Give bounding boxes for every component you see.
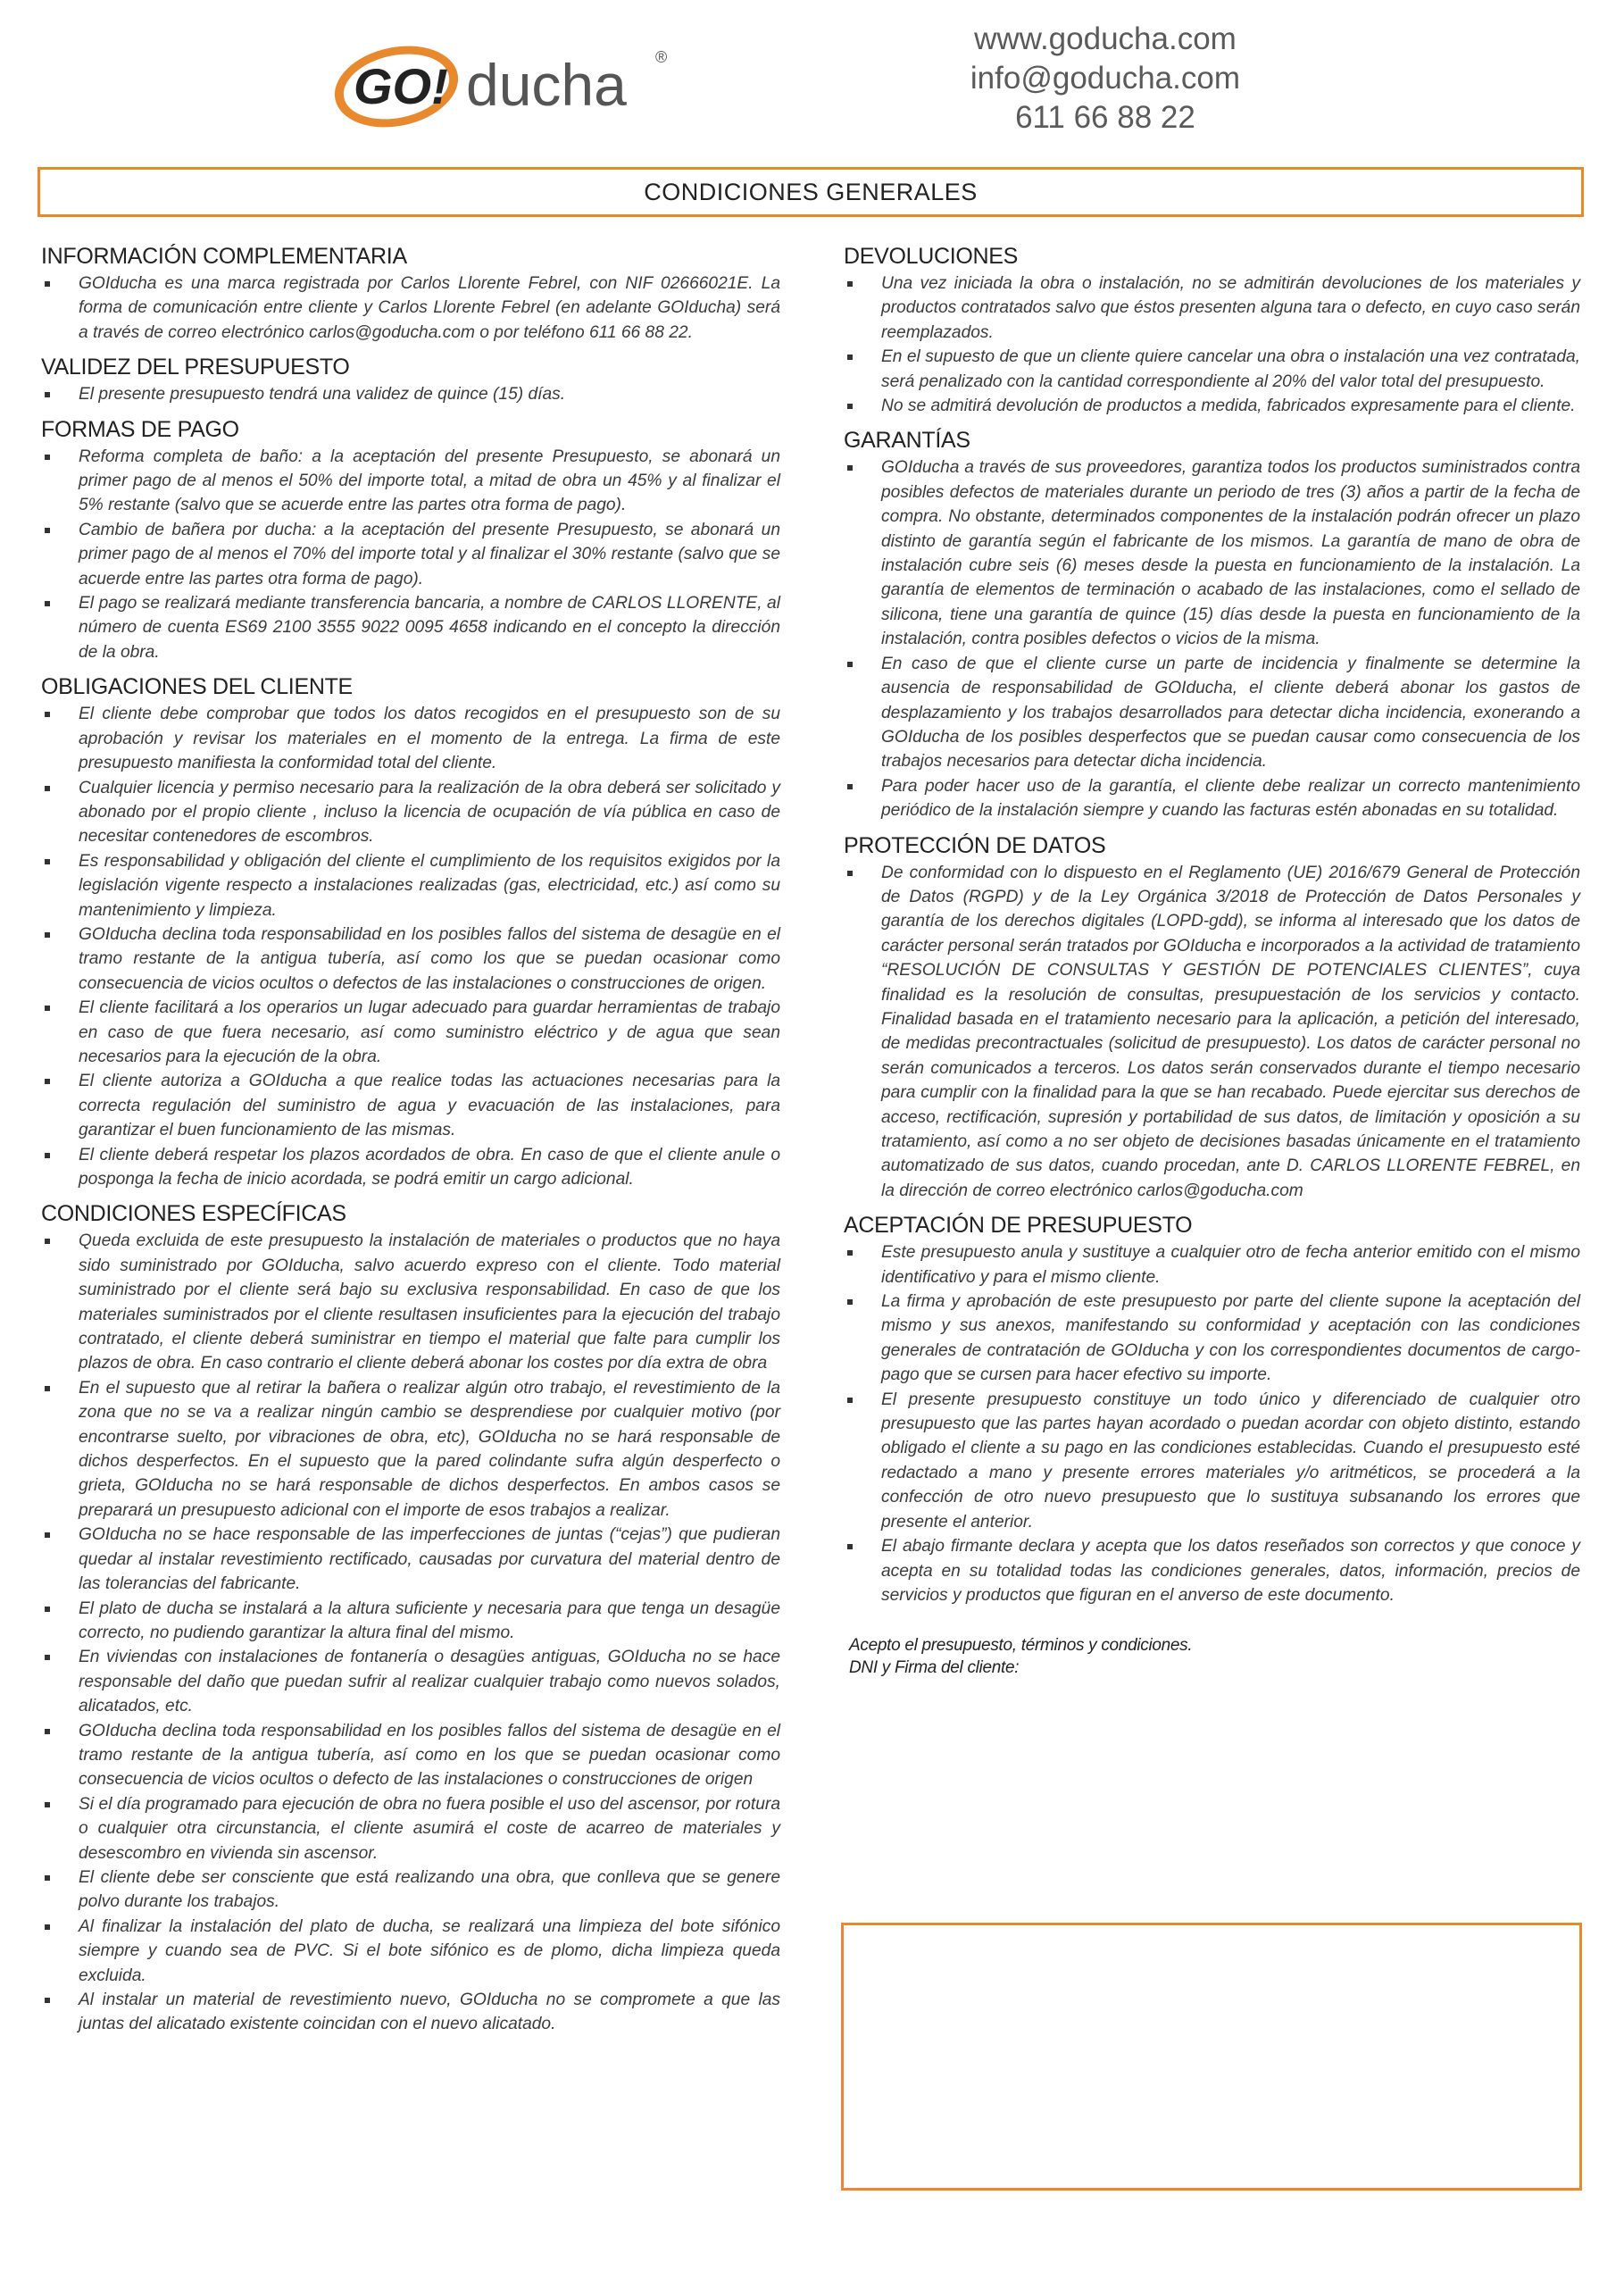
list-item: GOIducha no se hace responsable de las imperfecciones de juntas (“cejas”) que pudieran quedar al instalar revestimiento rectificado, causadas por curvatura del material dentro de las tolerancias del fabricante. xyxy=(41,1523,780,1596)
list-item: Al finalizar la instalación del plato de ducha, se realizará una limpieza del bote sifónico siempre y cuando sea de PVC. Si el bote sifónico es de plomo, dicha limpieza queda excluida. xyxy=(41,1915,780,1988)
section-condiciones-especificas xyxy=(41,1198,780,2036)
section-heading: CONDICIONES ESPECÍFICAS xyxy=(41,1201,346,1227)
section-aceptacion-de-presupuesto xyxy=(844,1210,1580,1607)
list-item: GOIducha declina toda responsabilidad en los posibles fallos del sistema de desagüe en el tramo restante de la antigua tubería, así como los que se puedan ocasionar como consecuencia de vicios ocultos o defectos de las instalaciones o construcciones de origen. xyxy=(41,922,780,996)
list-item: En caso de que el cliente curse un parte de incidencia y finalmente se determine la ausencia de responsabilidad de GOIducha, el cliente deberá abonar los gastos de desplazamiento y los trabajos desarrollados para detectar dicha incidencia, exonerando a GOIducha de los posibles desperfectos que se puedan causar como consecuencia de los trabajos necesarios para detectar dicha incidencia. xyxy=(844,652,1580,774)
list-item: Queda excluida de este presupuesto la instalación de materiales o productos que no haya sido suministrado por GOIducha, salvo acuerdo expreso con el cliente. Todo material suministrado por el cliente será bajo su exclusiva responsabilidad. En caso de que los materiales suministrados por el cliente resultasen insuficientes para la ejecución del trabajo contratado, el cliente deberá suministrar en tiempo el material que falte para cumplir los plazos de obra. En caso contrario el cliente deberá abonar los costes por día extra de obra xyxy=(41,1229,780,1375)
bullet-list xyxy=(41,382,780,406)
signature-box[interactable] xyxy=(841,1923,1582,2191)
list-item: Una vez iniciada la obra o instalación, no se admitirán devoluciones de los materiales y productos contratados salvo que éstos presenten alguna tara o defecto, en cuyo caso serán reemplazados. xyxy=(844,271,1580,345)
list-item: El cliente deberá respetar los plazos acordados de obra. En caso de que el cliente anule o posponga la fecha de inicio acordada, se podrá emitir un cargo adicional. xyxy=(41,1143,780,1192)
bullet-list xyxy=(844,1240,1580,1607)
left-column xyxy=(41,241,780,2044)
logo-go-text: GO! xyxy=(354,58,448,114)
list-item: El cliente facilitará a los operarios un lugar adecuado para guardar herramientas de trabajo en caso de que fuera necesario, así como suministro eléctrico y de agua que sean necesarios para la ejecución de la obra. xyxy=(41,996,780,1069)
bullet-list xyxy=(41,702,780,1191)
bullet-list xyxy=(41,445,780,665)
list-item: Este presupuesto anula y sustituye a cualquier otro de fecha anterior emitido con el mismo identificativo y para el mismo cliente. xyxy=(844,1240,1580,1290)
section-validez-del-presupuesto xyxy=(41,352,780,406)
section-heading: VALIDEZ DEL PRESUPUESTO xyxy=(41,355,350,380)
bullet-list xyxy=(844,861,1580,1204)
list-item: En el supuesto de que un cliente quiere cancelar una obra o instalación una vez contratada, será penalizado con la cantidad correspondiente al 20% del valor total del presupuesto. xyxy=(844,345,1580,394)
list-item: Es responsabilidad y obligación del cliente el cumplimiento de los requisitos exigidos por la legislación vigente respecto a instalaciones realizadas (gas, electricidad, etc.) así como su mantenimiento y limpieza. xyxy=(41,849,780,922)
section-proteccion-de-datos xyxy=(844,830,1580,1204)
section-heading: INFORMACIÓN COMPLEMENTARIA xyxy=(41,244,407,269)
bullet-list xyxy=(844,455,1580,822)
list-item: El cliente autoriza a GOIducha a que realice todas las actuaciones necesarias para la correcta regulación del suministro de agua y evacuación de las instalaciones, para garantizar el buen funcionamiento de las mismas. xyxy=(41,1069,780,1142)
list-item: GOIducha declina toda responsabilidad en los posibles fallos del sistema de desagüe en el tramo restante de la antigua tubería, así como en los que se puedan ocasionar como consecuencia de vicios ocultos o defecto de las instalaciones o construcciones de origen xyxy=(41,1719,780,1792)
logo-ducha-text: ducha xyxy=(466,52,627,118)
bullet-list xyxy=(41,1229,780,2036)
list-item: El pago se realizará mediante transferencia bancaria, a nombre de CARLOS LLORENTE, al número de cuenta ES69 2100 3555 9022 0095 4658 indicando en el concepto la dirección de la obra. xyxy=(41,591,780,664)
section-formas-de-pago xyxy=(41,414,780,665)
right-column xyxy=(844,241,1580,1679)
contact-email[interactable]: info@goducha.com xyxy=(970,61,1240,96)
list-item: El presente presupuesto constituye un todo único y diferenciado de cualquier otro presupuesto que las partes hayan acordado o puedan acordar con objeto distinto, estando obligado el cliente a su pago en las condiciones establecidas. Cuando el presupuesto esté redactado a mano y presente errores materiales y/o aritméticos, se procederá a la confección de otro nuevo presupuesto que lo sustituya subsanando los errores que presente el anterior. xyxy=(844,1388,1580,1534)
list-item: GOIducha a través de sus proveedores, garantiza todos los productos suministrados contra posibles defectos de materiales durante un periodo de tres (3) años a partir de la fecha de compra. No obstante, determinados componentes de la instalación podrán ofrecer un plazo distinto de garantía según el fabricante de los mismos. La garantía de mano de obra de instalación cubre seis (6) meses desde la puesta en funcionamiento de la instalación. La garantía de elementos de terminación o acabado de las instalaciones, como el sellado de silicona, tiene una garantía de quince (15) días desde la puesta en funcionamiento de la instalación, contra posibles defectos o vicios de la misma. xyxy=(844,455,1580,651)
acceptance-note xyxy=(844,1634,1580,1679)
list-item: Cambio de bañera por ducha: a la aceptación del presente Presupuesto, se abonará un primer pago de al menos el 70% del importe total y al finalizar el 30% restante (salvo que se acuerde entre las partes otra forma de pago). xyxy=(41,518,780,591)
logo-registered-mark: ® xyxy=(655,48,668,66)
brand-logo xyxy=(332,36,680,134)
section-heading: OBLIGACIONES DEL CLIENTE xyxy=(41,674,353,700)
contact-block xyxy=(970,20,1240,138)
list-item: El abajo firmante declara y acepta que los datos reseñados son correctos y que conoce y acepta en su totalidad todas las condiciones generales, datos, información, precios de servicios y productos que figuran en el anverso de este documento. xyxy=(844,1534,1580,1607)
contact-website[interactable]: www.goducha.com xyxy=(974,21,1237,56)
signature-label: DNI y Firma del cliente: xyxy=(849,1658,1020,1678)
list-item: De conformidad con lo dispuesto en el Reglamento (UE) 2016/679 General de Protección de Datos (RGPD) y de la Ley Orgánica 3/2018 de Protección de Datos Personales y garantía de los derechos digitales (LOPD-gdd), se informa al interesado que los datos de carácter personal serán tratados por GOIducha e incorporados a la actividad de tratamiento “RESOLUCIÓN DE CONSULTAS Y GESTIÓN DE POTENCIALES CLIENTES”, cuya finalidad es la resolución de consultas, presupuestación de los servicios y contacto. Finalidad basada en el tratamiento necesario para la aplicación, a petición del interesado, de medidas precontractuales (solicitud de presupuesto). Los datos de carácter personal no serán comunicados a terceros. Los datos serán conservados durante el tiempo necesario para cumplir con la finalidad para la que se han recabado. Puede ejercitar sus derechos de acceso, rectificación, supresión y portabilidad de sus datos, de limitación y oposición a su tratamiento, así como a no ser objeto de decisiones basadas únicamente en el tratamiento automatizado de sus datos, cuando procedan, ante D. CARLOS LLORENTE FEBREL, en la dirección de correo electrónico carlos@goducha.com xyxy=(844,861,1580,1204)
section-heading: ACEPTACIÓN DE PRESUPUESTO xyxy=(844,1213,1193,1239)
section-devoluciones xyxy=(844,241,1580,418)
list-item: En el supuesto que al retirar la bañera o realizar algún otro trabajo, el revestimiento de la zona que no se va a realizar ningún cambio se desprendiese por cualquier motivo (por encontrarse suelto, por vibraciones de obra, etc), GOIducha no se hará responsable de dichos desperfectos. En el supuesto que la pared colindante sufra algún desperfecto o grieta, GOIducha no se hará responsable de dichos desperfectos. En ambos casos se preparará un presupuesto adicional con el importe de esos trabajos a realizar. xyxy=(41,1376,780,1523)
list-item: Al instalar un material de revestimiento nuevo, GOIducha no se compromete a que las juntas del alicatado existente coincidan con el nuevo alicatado. xyxy=(41,1988,780,2037)
page-title: CONDICIONES GENERALES xyxy=(644,178,978,205)
list-item: El cliente debe ser consciente que está realizando una obra, que conlleva que se genere polvo durante los trabajos. xyxy=(41,1865,780,1915)
list-item: Reforma completa de baño: a la aceptación del presente Presupuesto, se abonará un primer pago de al menos el 50% del importe total, a mitad de obra un 45% y al finalizar el 5% restante (salvo que se acuerde entre las partes otra forma de pago). xyxy=(41,445,780,518)
page-title-box xyxy=(37,167,1584,217)
list-item: La firma y aprobación de este presupuesto por parte del cliente supone la aceptación del mismo y sus anexos, manifestando su conformidad y aceptación con las condiciones generales de contratación de GOIducha y con los correspondientes documentos de cargo-pago que se cursen para hacer efectivo su importe. xyxy=(844,1290,1580,1388)
section-heading: PROTECCIÓN DE DATOS xyxy=(844,832,1106,858)
section-informacion-complementaria xyxy=(41,241,780,345)
list-item: No se admitirá devolución de productos a medida, fabricados expresamente para el cliente. xyxy=(844,394,1580,418)
list-item: Si el día programado para ejecución de obra no fuera posible el uso del ascensor, por rotura o cualquier otra circunstancia, el cliente asumirá el coste de acarreo de materiales y desescombro en vivienda sin ascensor. xyxy=(41,1792,780,1865)
list-item: El cliente debe comprobar que todos los datos recogidos en el presupuesto son de su aprobación y revisar los materiales en el momento de la entrega. La firma de este presupuesto manifiesta la conformidad total del cliente. xyxy=(41,702,780,775)
section-heading: FORMAS DE PAGO xyxy=(41,416,239,442)
contact-phone: 611 66 88 22 xyxy=(1015,100,1195,135)
list-item: El presente presupuesto tendrá una validez de quince (15) días. xyxy=(41,382,780,406)
section-garantias xyxy=(844,425,1580,822)
list-item: El plato de ducha se instalará a la altura suficiente y necesaria para que tenga un desagüe correcto, no pudiendo garantizar la altura final del mismo. xyxy=(41,1597,780,1646)
bullet-list xyxy=(844,271,1580,418)
list-item: En viviendas con instalaciones de fontanería o desagües antiguas, GOIducha no se hace responsable del daño que puedan sufrir al realizar cualquier trabajo como nuevos solados, alicatados, etc. xyxy=(41,1645,780,1718)
bullet-list xyxy=(41,271,780,345)
list-item: GOIducha es una marca registrada por Carlos Llorente Febrel, con NIF 02666021E. La forma de comunicación entre cliente y Carlos Llorente Febrel (en adelante GOIducha) será a través de correo electrónico carlos@goducha.com o por teléfono 611 66 88 22. xyxy=(41,271,780,345)
section-heading: GARANTÍAS xyxy=(844,428,970,454)
list-item: Para poder hacer uso de la garantía, el cliente debe realizar un correcto mantenimiento periódico de la instalación siempre y cuando las facturas estén abonadas en su totalidad. xyxy=(844,774,1580,823)
section-obligaciones-del-cliente xyxy=(41,672,780,1191)
acceptance-line: Acepto el presupuesto, términos y condiciones. xyxy=(849,1636,1193,1656)
section-heading: DEVOLUCIONES xyxy=(844,244,1019,269)
list-item: Cualquier licencia y permiso necesario para la realización de la obra deberá ser solicitado y abonado por el propio cliente , incluso la licencia de ocupación de vía pública en caso de necesitar contenedores de escombros. xyxy=(41,776,780,849)
